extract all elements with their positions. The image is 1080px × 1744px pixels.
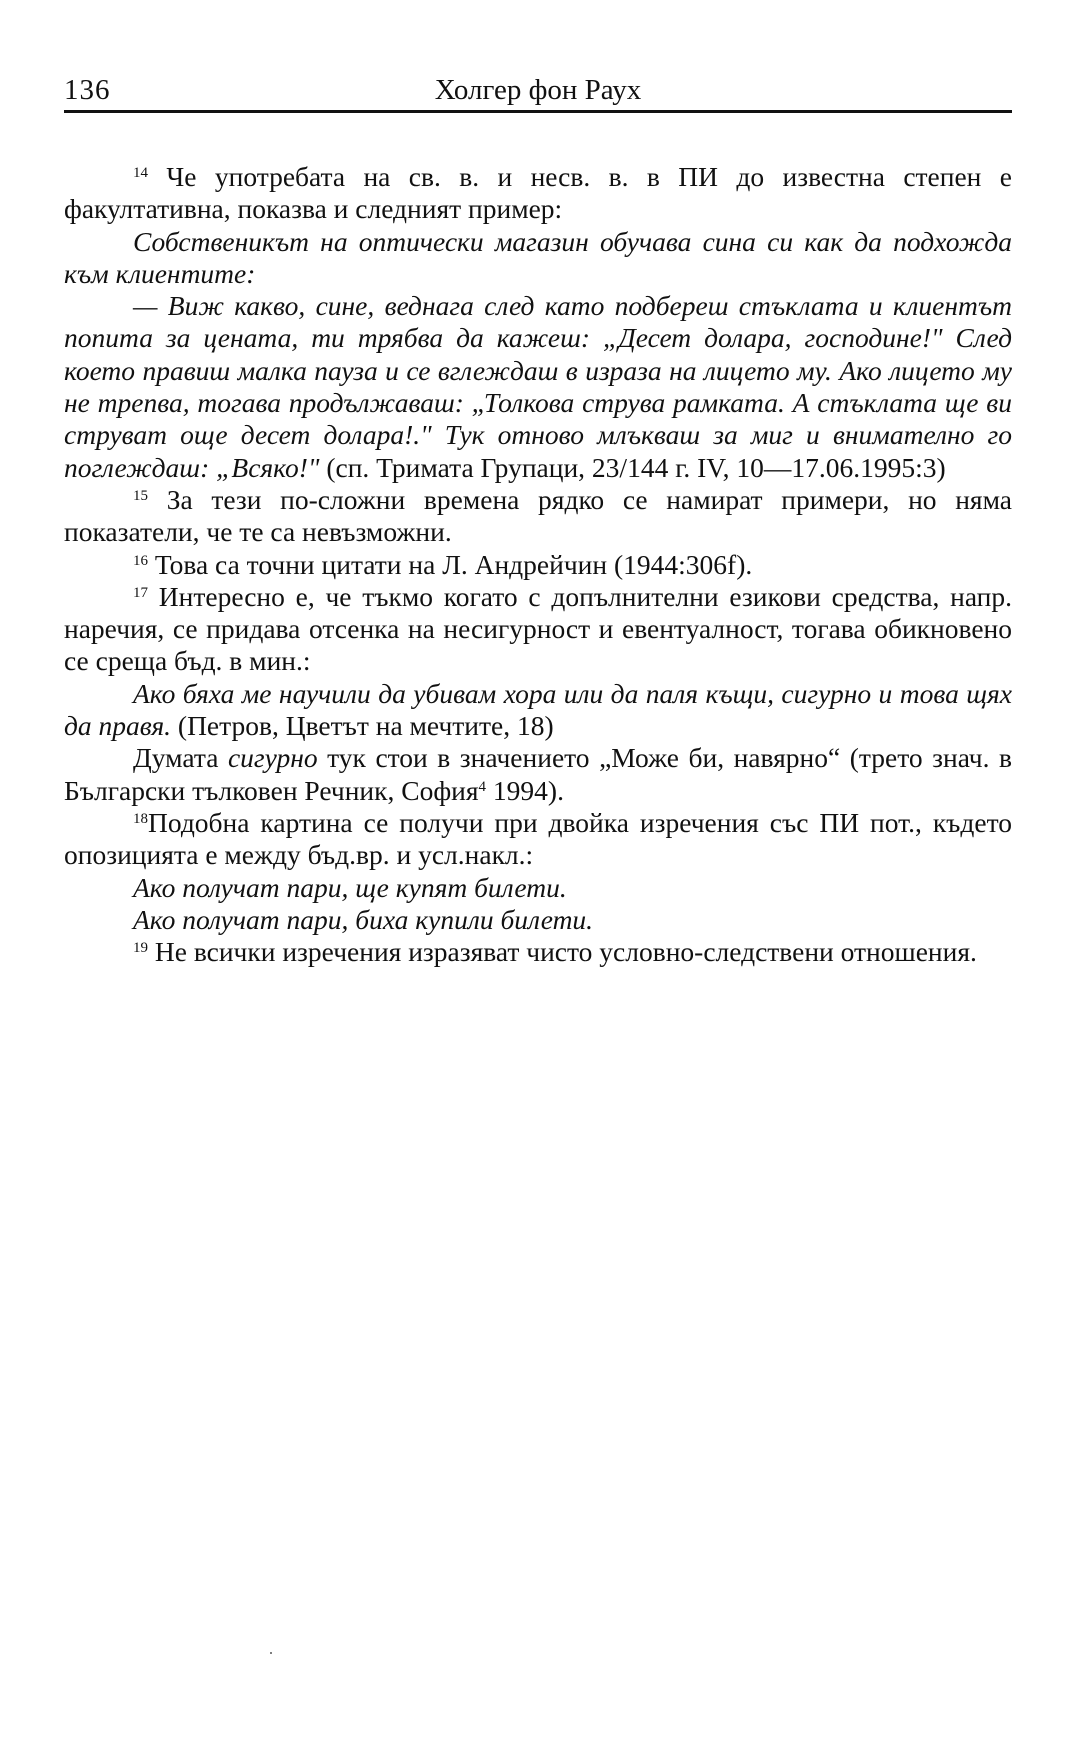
example-source: (Петров, Цветът на мечтите, 18) [177, 710, 554, 742]
example-dialogue-text: — Виж какво, сине, веднага след като подбереш стъклата и клиентът попита за цената, ти трябва да кажеш: „Десет долара, господине!" След което правиш малка пауза и се вглеждаш в израза на лицето му. Ако лицето му не трепва, тогава продължаваш: „Толкова струва рамката. А стъклата ще ви струват още десет долара!." Тук отново млъкваш за миг и внимателно го поглеждаш: „Всяко!" [64, 290, 1012, 483]
footnote-16 [64, 549, 1012, 581]
footnote-mark: 15 [133, 487, 148, 504]
footnote-mark: 17 [133, 584, 148, 601]
page-header [64, 70, 1012, 113]
example-text: Ако бяха ме научили да убивам хора или да паля къщи, сигурно и това щях да правя. [64, 677, 1012, 742]
running-head: Холгер фон Раух [434, 74, 642, 106]
example-intro: Собственикът на оптически магазин обучава сина си как да подхожда към клиентите: [64, 225, 1012, 289]
footnote-15 [64, 484, 1012, 549]
footnote-18 [64, 807, 1012, 872]
example-sentence-2: Ако получат пари, биха купили билети. [133, 903, 594, 935]
footnote-text: Не всички изречения изразяват чисто условно-следствени отношения. [154, 936, 977, 968]
example-source: (сп. Тримата Групаци, 23/144 г. IV, 10—17.06.1995:3) [326, 451, 946, 483]
footnote-mark: 19 [133, 940, 148, 957]
emphasized-word: сигурно [227, 742, 318, 774]
footnotes-block [64, 161, 1012, 968]
footnote-17-note: Думата сигурно тук стои в значението „Може би, навярно“ (трето знач. в Български тълковен Речник, София$^4$ 1994). [64, 742, 1013, 806]
footnote-text: Интересно е, че тъкмо когато с допълнителни езикови средства, напр. наречия, се придава отсенка на несигурност и евентуалност, тогава обикновено се среща бъд. в мин.: [64, 580, 1013, 677]
footnote-19 [64, 936, 1012, 968]
footnote-17 [64, 581, 1012, 678]
footnote-mark: 18 [133, 810, 148, 827]
edition-superscript: 4 [478, 778, 487, 795]
footnote-text: Че употребата на св. в. и несв. в. в ПИ до известна степен е факултативна, показва и следният пример: [64, 161, 1012, 225]
footnote-text: Това са точни цитати на Л. Андрейчин (1944:306f). [154, 548, 753, 580]
example-sentence [64, 678, 1012, 743]
scan-speck [270, 1652, 272, 1654]
footnote-text: Подобна картина се получи при двойка изречения със ПИ пот., където опозицията е между бъд.вр. и усл.накл.: [64, 806, 1012, 871]
footnote-mark: 14 [133, 165, 148, 181]
footnote-mark: 16 [133, 552, 148, 569]
example-dialogue [64, 290, 1012, 484]
footnote-text: За тези по-сложни времена рядко се намират примери, но няма показатели, че те са невъзможни. [64, 483, 1013, 548]
example-sentence-1: Ако получат пари, ще купят билети. [133, 871, 567, 903]
footnote-14 [64, 161, 1012, 226]
page-number: 136 [64, 74, 111, 106]
